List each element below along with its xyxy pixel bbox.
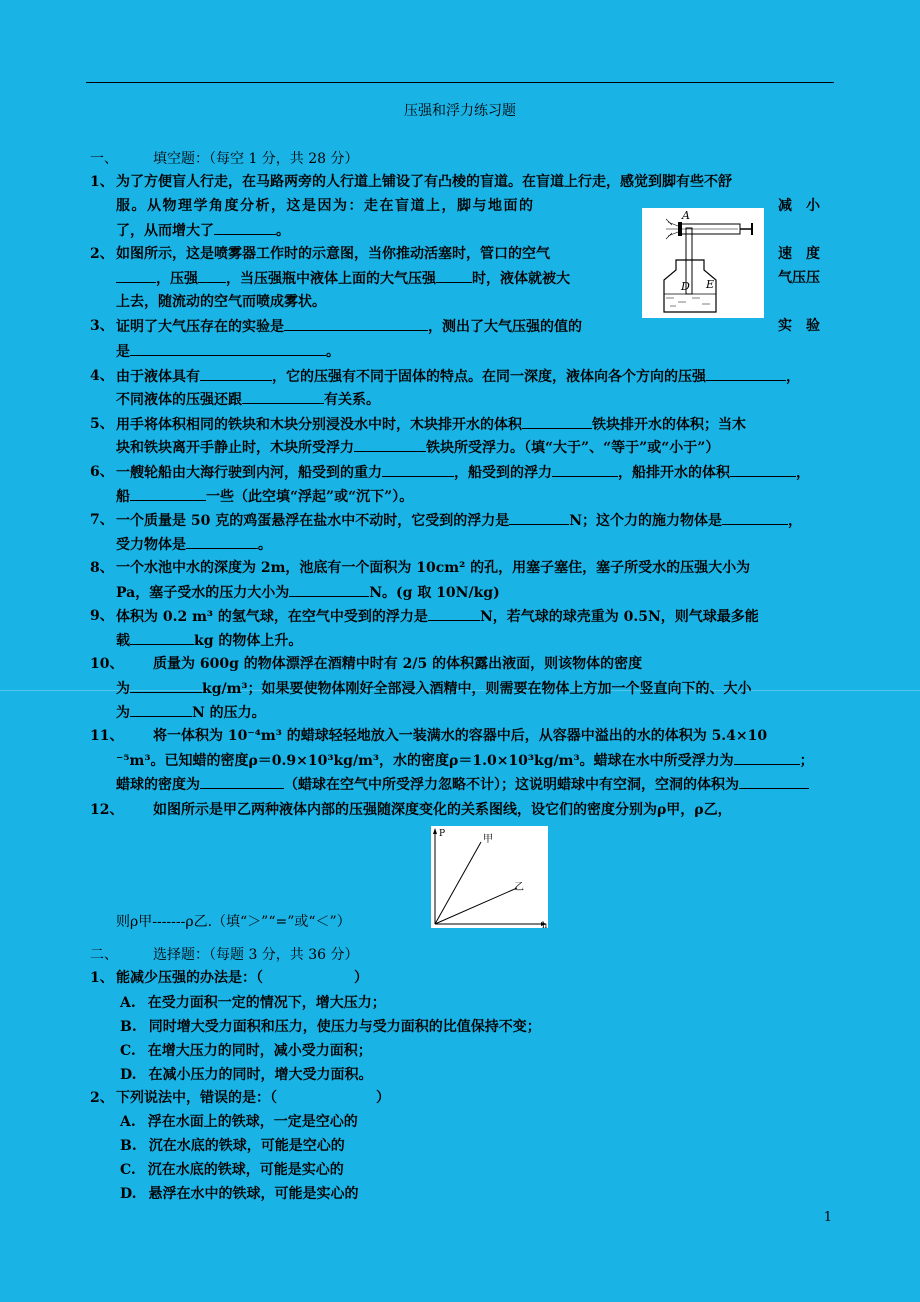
q3-blank2[interactable] xyxy=(130,341,326,356)
q11-number: 11、 xyxy=(90,728,124,744)
q10-line1: 质量为 600g 的物体漂浮在酒精中时有 2/5 的体积露出液面，则该物体的密度 xyxy=(153,656,643,672)
q11-line1: 将一体积为 10⁻⁴m³ 的蜡球轻轻地放入一装满水的容器中后，从容器中溢出的水的体积为 5.4×10 xyxy=(153,728,768,744)
q6-line2 xyxy=(116,486,413,507)
section2-number: 二、 xyxy=(90,947,118,963)
option-letter: C. xyxy=(120,1043,136,1059)
q5-line2 xyxy=(116,437,719,458)
q10-text3: 为 xyxy=(116,705,130,721)
q6-blank2[interactable] xyxy=(552,462,618,477)
label-e: E xyxy=(706,278,715,291)
pressure-depth-figure xyxy=(431,826,548,928)
q9-text4: kg 的物体上升。 xyxy=(194,633,303,649)
q7-number: 7、 xyxy=(90,512,114,528)
q5-text1: 用手将体积相同的铁块和木块分别浸没水中时，木块排开水的体积 xyxy=(116,417,522,433)
q11-blank3[interactable] xyxy=(739,774,809,789)
q6-text5: 船 xyxy=(116,489,130,505)
q11-blank2[interactable] xyxy=(200,774,284,789)
option-letter: D. xyxy=(120,1186,137,1202)
q7-blank1[interactable] xyxy=(509,510,569,525)
option-text: 浮在水面上的铁球，一定是空心的 xyxy=(147,1114,358,1130)
q4-blank1[interactable] xyxy=(200,366,272,381)
option-text: 悬浮在水中的铁球，可能是实心的 xyxy=(148,1186,359,1202)
q12-line2: 则ρ甲-------ρ乙.（填“＞”“=”或“＜”） xyxy=(116,914,351,930)
q1-blank[interactable] xyxy=(214,220,276,235)
s2-q1-option-b[interactable] xyxy=(120,1017,541,1037)
q5-text3: 块和铁块离开手静止时，木块所受浮力 xyxy=(116,440,354,456)
option-text: 沉在水底的铁球，可能是空心的 xyxy=(148,1138,345,1154)
option-letter: B. xyxy=(120,1019,137,1035)
q3-blank1[interactable] xyxy=(284,316,428,331)
s2-q1-option-c[interactable] xyxy=(120,1041,372,1061)
q3-line1-end: 实 验 xyxy=(778,318,820,334)
line-yi-label: 乙 xyxy=(514,882,524,893)
axis-h-label: h xyxy=(542,921,548,928)
s2-q2-close: ） xyxy=(376,1090,390,1106)
q9-blank1[interactable] xyxy=(428,606,480,621)
q7-text3: ， xyxy=(788,513,803,529)
q8-text2: N。(g 取 10N/kg) xyxy=(369,585,500,601)
q2-blank2[interactable] xyxy=(198,268,226,283)
q2-line1-end: 速 度 xyxy=(778,246,820,262)
q6-line1 xyxy=(116,462,810,483)
q4-blank2[interactable] xyxy=(706,366,786,381)
q2-blank1[interactable] xyxy=(116,268,156,283)
label-a: A xyxy=(682,209,690,222)
q7-text4: 受力物体是 xyxy=(116,537,186,553)
q1-line1: 为了方便盲人行走，在马路两旁的人行道上铺设了有凸棱的盲道。在盲道上行走，感觉到脚有些不舒 xyxy=(116,174,732,190)
q9-text2: N，若气球的球壳重为 0.5N，则气球最多能 xyxy=(479,609,759,625)
q4-text5: 有关系。 xyxy=(324,392,380,408)
label-d: D xyxy=(681,280,690,293)
q4-line2 xyxy=(116,389,380,410)
q2-line2-end: 气压压 xyxy=(778,270,820,286)
s2-q1-close: ） xyxy=(354,970,368,986)
q8-line1: 一个水池中水的深度为 2m，池底有一个面积为 10cm² 的孔，用塞子塞住，塞子所受水的压强大小为 xyxy=(116,560,751,576)
q6-text4: ， xyxy=(796,465,810,481)
q5-blank2[interactable] xyxy=(354,437,426,452)
q12-number: 12、 xyxy=(90,802,124,818)
q8-text1: Pa，塞子受水的压力大小为 xyxy=(116,585,290,601)
q4-text1: 由于液体具有 xyxy=(116,369,200,385)
q7-text1: 一个质量是 50 克的鸡蛋悬浮在盐水中不动时，它受到的浮力是 xyxy=(116,513,510,529)
q11-blank1[interactable] xyxy=(734,750,800,765)
q11-line3 xyxy=(116,774,809,795)
q6-text2: ，船受到的浮力 xyxy=(454,465,552,481)
q10-number: 10、 xyxy=(90,656,124,672)
section2-header: 选择题：（每题 3 分，共 36 分） xyxy=(153,947,359,963)
option-letter: A. xyxy=(120,1114,136,1130)
q9-line1 xyxy=(116,606,759,627)
option-text: 在增大压力的同时，减小受力面积； xyxy=(147,1043,372,1059)
q9-text3: 载 xyxy=(116,633,130,649)
q2-line3: 上去，随流动的空气而喷成雾状。 xyxy=(116,294,326,310)
axis-p-label: P xyxy=(439,829,446,839)
option-text: 在受力面积一定的情况下，增大压力； xyxy=(147,995,386,1011)
q2-line2-text3: 时，液体就被大 xyxy=(472,271,570,287)
q4-blank3[interactable] xyxy=(242,389,324,404)
line-jia-label: 甲 xyxy=(483,834,493,845)
page-title: 压强和浮力练习题 xyxy=(404,103,516,119)
q3-text2: ，测出了大气压强的值的 xyxy=(428,319,582,335)
q6-blank3[interactable] xyxy=(730,462,796,477)
s2-q1-number: 1、 xyxy=(90,970,114,986)
q10-blank2[interactable] xyxy=(130,702,192,717)
q1-line2: 服。从物理学角度分析，这是因为：走在盲道上，脚与地面的 xyxy=(116,198,535,214)
q11-line2 xyxy=(116,750,814,771)
q10-line3 xyxy=(116,702,266,723)
q4-text4: 不同液体的压强还跟 xyxy=(116,392,242,408)
q3-line2 xyxy=(116,341,340,362)
q10-text1: 为 xyxy=(116,681,130,697)
q7-blank3[interactable] xyxy=(186,534,258,549)
q2-line2-text2: ，当压强瓶中液体上面的大气压强 xyxy=(226,271,436,287)
q11-text1: ⁻⁵m³。已知蜡的密度ρ＝0.9×10³kg/m³，水的密度ρ＝1.0×10³kg/m³。蜡球在水中所受浮力为 xyxy=(116,753,734,769)
q8-line2 xyxy=(116,582,500,603)
q9-number: 9、 xyxy=(90,608,114,624)
q5-number: 5、 xyxy=(90,416,114,432)
q2-line1: 如图所示，这是喷雾器工作时的示意图，当你推动活塞时，管口的空气 xyxy=(116,246,550,262)
option-text: 同时增大受力面积和压力，使压力与受力面积的比值保持不变； xyxy=(148,1019,541,1035)
q10-text4: N 的压力。 xyxy=(192,705,266,721)
section1-header: 填空题：（每空 1 分，共 28 分） xyxy=(153,151,359,167)
q12-line1: 如图所示是甲乙两种液体内部的压强随深度变化的关系图线，设它们的密度分别为ρ甲，ρ乙， xyxy=(153,802,732,818)
q8-number: 8、 xyxy=(90,560,114,576)
q1-line3 xyxy=(116,220,290,241)
option-text: 沉在水底的铁球，可能是实心的 xyxy=(147,1162,344,1178)
q6-number: 6、 xyxy=(90,464,114,480)
q5-line1 xyxy=(116,414,746,435)
q1-number: 1、 xyxy=(90,174,114,190)
q4-text3: ， xyxy=(786,369,800,385)
s2-q2-stem: 下列说法中，错误的是：（ xyxy=(116,1090,277,1106)
q10-text2: kg/m³；如果要使物体刚好全部浸入酒精中，则需要在物体上方加一个竖直向下的、大小 xyxy=(202,681,752,697)
q6-blank1[interactable] xyxy=(382,462,454,477)
q2-line2-text: ，压强 xyxy=(156,271,198,287)
s2-q2-option-a[interactable] xyxy=(120,1112,358,1132)
option-letter: C. xyxy=(120,1162,136,1178)
q9-blank2[interactable] xyxy=(130,630,194,645)
header-rule xyxy=(86,82,834,83)
q6-blank4[interactable] xyxy=(130,486,206,501)
s2-q2-number: 2、 xyxy=(90,1090,114,1106)
s2-q2-option-b[interactable] xyxy=(120,1136,345,1156)
q4-number: 4、 xyxy=(90,368,114,384)
q9-line2 xyxy=(116,630,302,651)
q9-text1: 体积为 0.2 m³ 的氢气球，在空气中受到的浮力是 xyxy=(116,609,428,625)
q7-line1 xyxy=(116,510,802,531)
section1-number: 一、 xyxy=(90,151,118,167)
q2-number: 2、 xyxy=(90,246,114,262)
page-number: 1 xyxy=(823,1210,832,1225)
option-text: 在减小压力的同时，增大受力面积。 xyxy=(148,1067,373,1083)
q2-blank3[interactable] xyxy=(436,268,472,283)
q6-text3: ，船排开水的体积 xyxy=(618,465,730,481)
q2-line2 xyxy=(116,268,570,289)
option-letter: A. xyxy=(120,995,136,1011)
q3-number: 3、 xyxy=(90,318,114,334)
q10-blank1[interactable] xyxy=(130,678,202,693)
s2-q1-option-a[interactable] xyxy=(120,993,386,1013)
q3-text3: 是 xyxy=(116,344,130,360)
q6-text6: 一些（此空填“浮起”或“沉下”）。 xyxy=(206,489,414,505)
option-letter: B. xyxy=(120,1138,137,1154)
q5-text4: 铁块所受浮力。（填“大于”、“等于”或“小于”） xyxy=(426,440,720,456)
q7-line2 xyxy=(116,534,272,555)
s2-q1-option-d[interactable] xyxy=(120,1065,373,1085)
q11-text4: （蜡球在空气中所受浮力忽略不计）；这说明蜡球中有空洞，空洞的体积为 xyxy=(284,777,739,793)
q10-line2 xyxy=(116,678,752,699)
q11-text2: ； xyxy=(799,753,814,769)
q3-text4: 。 xyxy=(326,344,340,360)
q4-text2: ，它的压强有不同于固体的特点。在同一深度，液体向各个方向的压强 xyxy=(272,369,706,385)
q11-text3: 蜡球的密度为 xyxy=(116,777,200,793)
q7-text2: N；这个力的施力物体是 xyxy=(569,513,723,529)
q3-text1: 证明了大气压存在的实验是 xyxy=(116,319,284,335)
q8-blank[interactable] xyxy=(289,582,369,597)
q5-blank1[interactable] xyxy=(522,414,592,429)
s2-q1-stem: 能减少压强的办法是：（ xyxy=(116,970,263,986)
q1-line3-end: 。 xyxy=(276,223,290,239)
q3-line1 xyxy=(116,316,582,337)
q1-line3-text: 了，从而增大了 xyxy=(116,223,214,239)
q5-text2: 铁块排开水的体积；当木 xyxy=(592,417,746,433)
q1-line2-end: 减 小 xyxy=(778,198,820,214)
q7-blank2[interactable] xyxy=(722,510,788,525)
q7-text5: 。 xyxy=(258,537,272,553)
q4-line1 xyxy=(116,366,800,387)
s2-q2-option-c[interactable] xyxy=(120,1160,344,1180)
option-letter: D. xyxy=(120,1067,137,1083)
q6-text1: 一艘轮船由大海行驶到内河，船受到的重力 xyxy=(116,465,382,481)
s2-q2-option-d[interactable] xyxy=(120,1184,359,1204)
sprayer-figure xyxy=(642,208,764,318)
